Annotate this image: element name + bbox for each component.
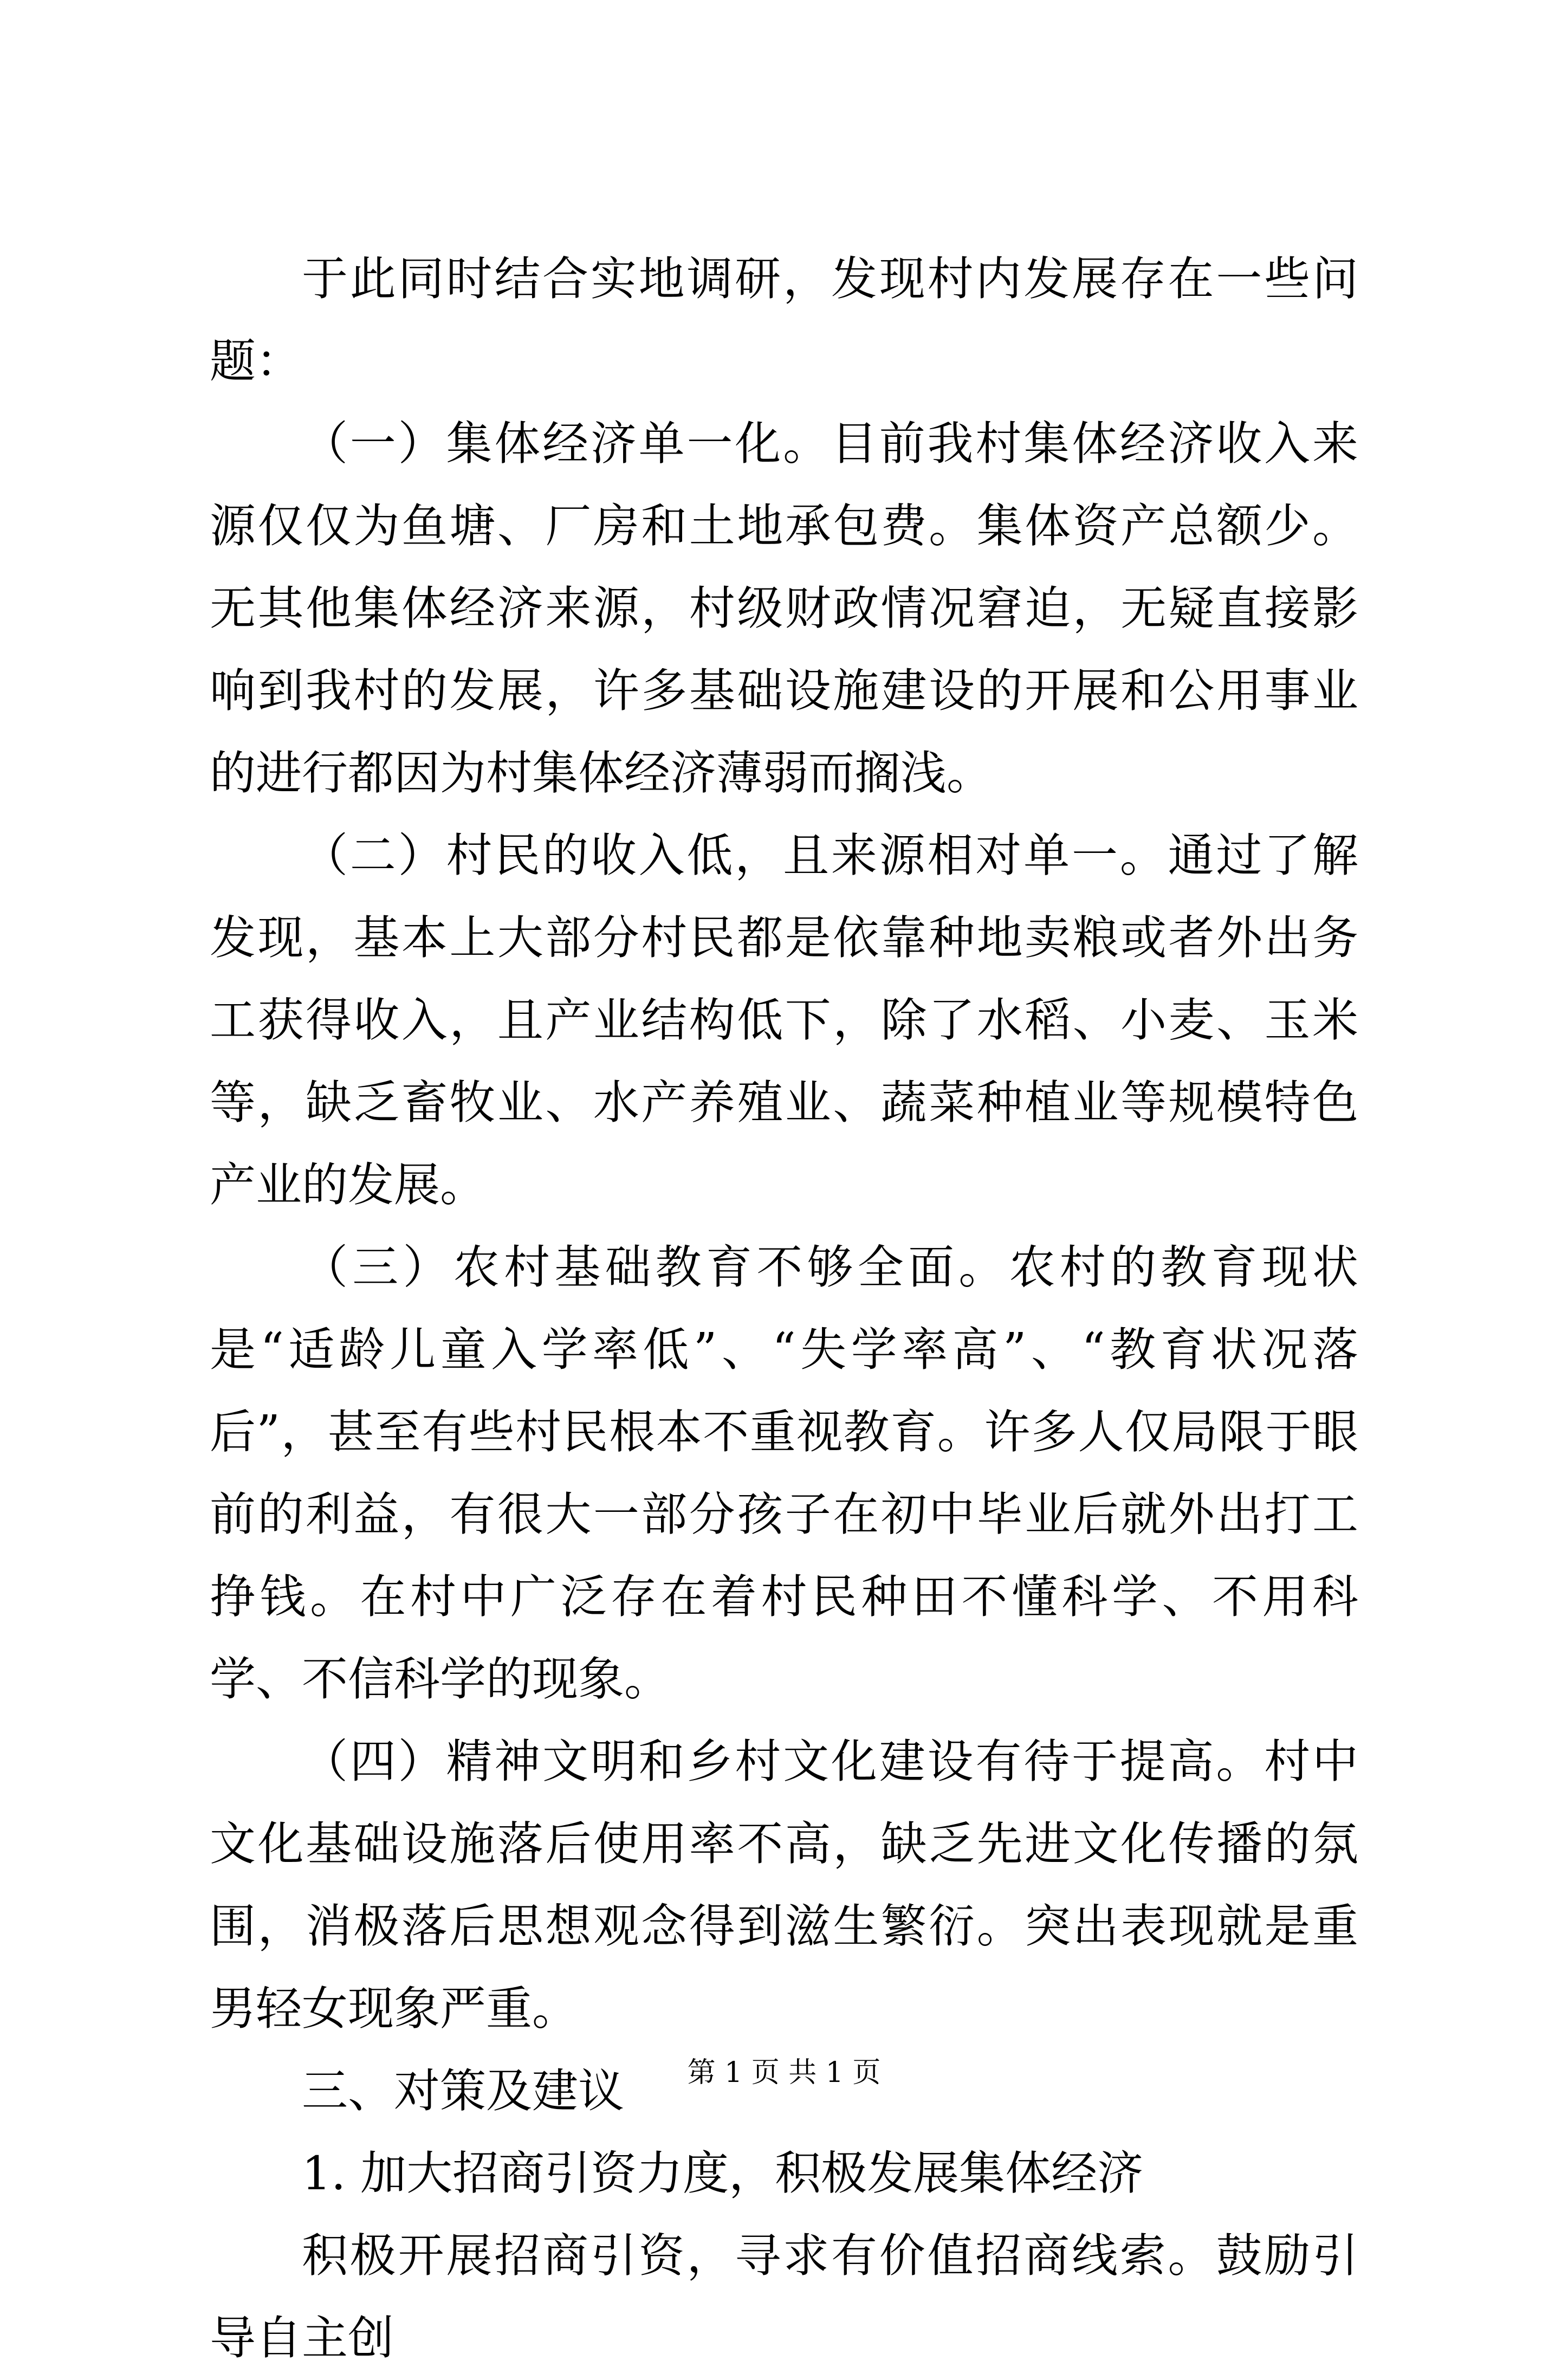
section-heading: 三、对策及建议 [302, 2065, 625, 2118]
paragraph-investment: 积极开展招商引资，寻求有价值招商线索。鼓励引导自主创 [210, 2229, 1358, 2365]
paragraph-villager-income: （二）村民的收入低，且来源相对单一。通过了解发现，基本上大部分村民都是依靠种地卖粮或者外出务工获得收入，且产业结构低下，除了水稻、小麦、玉米等，缺乏畜牧业、水产养殖业、蔬菜种植业等规模特色产业的发展。 [210, 829, 1358, 1212]
page-footer: 第 1 页 共 1 页 [687, 2056, 881, 2089]
paragraph-spiritual-culture: （四）精神文明和乡村文化建设有待于提高。村中文化基础设施落后使用率不高，缺乏先进文化传播的氛围，消极落后思想观念得到滋生繁衍。突出表现就是重男轻女现象严重。 [210, 1735, 1358, 2036]
subsection-heading: 1. 加大招商引资力度，积极发展集体经济 [302, 2147, 1144, 2201]
paragraph-collective-economy: （一）集体经济单一化。目前我村集体经济收入来源仅仅为鱼塘、厂房和土地承包费。集体资产总额少。无其他集体经济来源，村级财政情况窘迫，无疑直接影响到我村的发展，许多基础设施建设的开展和公用事业的进行都因为村集体经济薄弱而搁浅。 [210, 417, 1358, 800]
paragraph-intro: 于此同时结合实地调研，发现村内发展存在一些问题： [210, 253, 1358, 389]
paragraph-rural-education: （三）农村基础教育不够全面。农村的教育现状是“适龄儿童入学率低”、“失学率高”、“教育状况落后”，甚至有些村民根本不重视教育。许多人仅局限于眼前的利益，有很大一部分孩子在初中毕业后就外出打工挣钱。在村中广泛存在着村民种田不懂科学、不用科学、不信科学的现象。 [210, 1241, 1358, 1706]
